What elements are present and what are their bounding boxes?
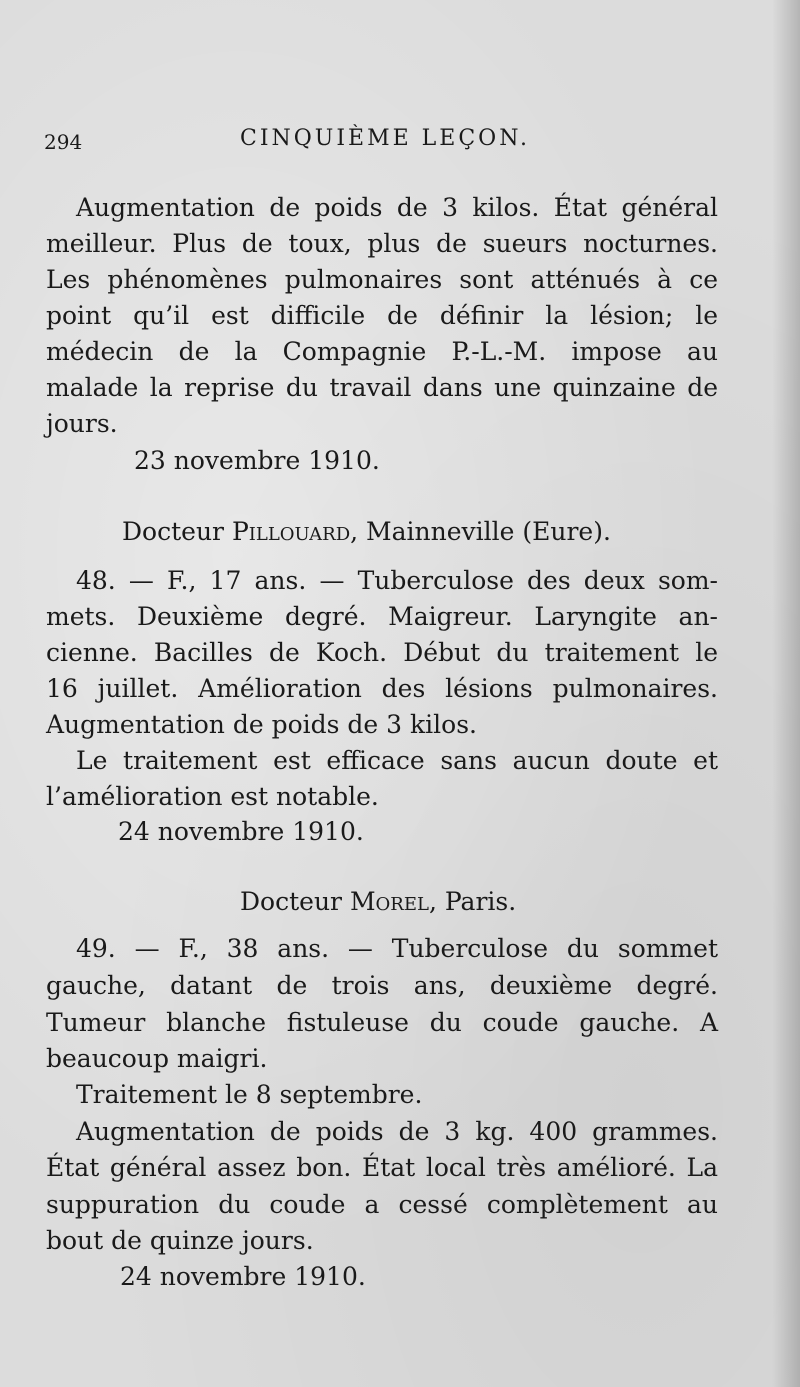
report-date: 24 novembre 1910. bbox=[118, 817, 364, 846]
paragraph-line: jours. bbox=[46, 409, 118, 438]
paragraph-line: Les phénomènes pulmonaires sont atténués à ce bbox=[46, 265, 718, 294]
paragraph-line: meilleur. Plus de toux, plus de sueurs nocturnes. bbox=[46, 229, 718, 258]
paragraph-line: l’amélioration est notable. bbox=[46, 782, 379, 811]
paragraph-line: Augmentation de poids de 3 kilos. bbox=[46, 710, 477, 739]
paragraph-line: 48. — F., 17 ans. — Tuberculose des deux som- bbox=[76, 566, 718, 595]
paragraph-line: 49. — F., 38 ans. — Tuberculose du sommet bbox=[76, 934, 718, 963]
paragraph-line: bout de quinze jours. bbox=[46, 1226, 314, 1255]
doctor-location: , Mainneville (Eure). bbox=[350, 517, 611, 546]
doctor-prefix: Docteur bbox=[122, 517, 232, 546]
paragraph-line: Augmentation de poids de 3 kg. 400 grammes. bbox=[76, 1117, 718, 1146]
paragraph-line: cienne. Bacilles de Koch. Début du traitement le bbox=[46, 638, 718, 667]
chapter-title: CINQUIÈME LEÇON. bbox=[240, 126, 531, 151]
paragraph-line: mets. Deuxième degré. Maigreur. Laryngite an- bbox=[46, 602, 718, 631]
paragraph-line: malade la reprise du travail dans une quinzaine de bbox=[46, 373, 718, 402]
page-number: 294 bbox=[44, 130, 83, 154]
doctor-heading bbox=[240, 884, 516, 920]
report-date: 23 novembre 1910. bbox=[134, 446, 380, 475]
doctor-prefix: Docteur bbox=[240, 887, 350, 916]
paragraph-line: gauche, datant de trois ans, deuxième degré. bbox=[46, 971, 718, 1000]
paragraph-line: État général assez bon. État local très amélioré. La bbox=[46, 1153, 718, 1182]
running-head bbox=[44, 126, 744, 160]
paragraph-line: beaucoup maigri. bbox=[46, 1044, 268, 1073]
doctor-location: , Paris. bbox=[428, 887, 517, 916]
paragraph-line: Tumeur blanche fistuleuse du coude gauche. A bbox=[46, 1008, 718, 1037]
paragraph-line: Traitement le 8 septembre. bbox=[76, 1080, 423, 1109]
paragraph-line: médecin de la Compagnie P.-L.-M. impose au bbox=[46, 337, 718, 366]
paragraph-line: 16 juillet. Amélioration des lésions pulmonaires. bbox=[46, 674, 718, 703]
paragraph-line: Augmentation de poids de 3 kilos. État général bbox=[76, 193, 718, 222]
page-edge-shadow bbox=[772, 0, 800, 1387]
paragraph-line: suppuration du coude a cessé complètement au bbox=[46, 1190, 718, 1219]
doctor-name: Pillouard bbox=[231, 517, 351, 546]
paragraph-line: Le traitement est efficace sans aucun doute et bbox=[76, 746, 718, 775]
doctor-name: Morel bbox=[349, 887, 429, 916]
paragraph-line: point qu’il est difficile de définir la lésion; le bbox=[46, 301, 718, 330]
report-date: 24 novembre 1910. bbox=[120, 1262, 366, 1291]
doctor-heading bbox=[122, 514, 611, 550]
